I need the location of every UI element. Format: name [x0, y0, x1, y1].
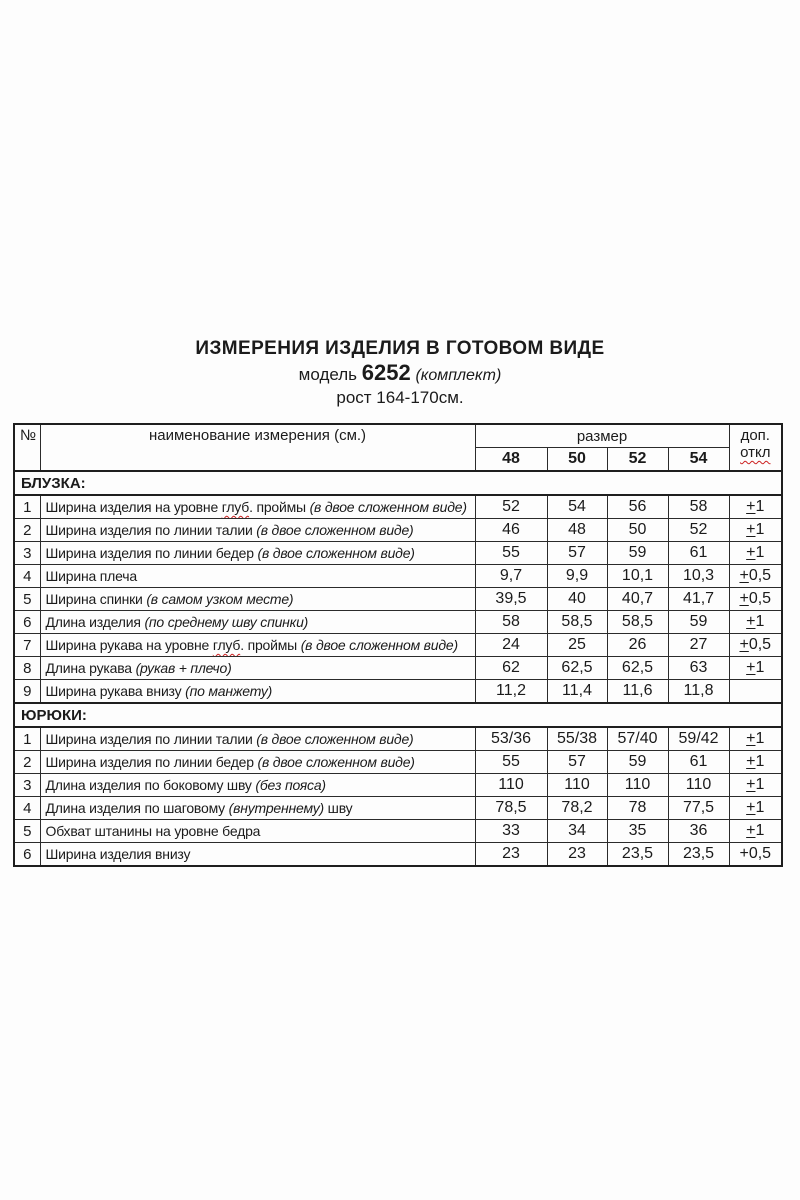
cell-size-value: 52 — [668, 519, 729, 542]
measurement-name-text: Ширина изделия по линии талии — [45, 522, 257, 538]
cell-row-number: 7 — [14, 634, 40, 657]
measurement-name-note: (в самом узком месте) — [146, 591, 294, 607]
measurement-name-note: (по манжету) — [185, 683, 273, 699]
cell-size-value: 58,5 — [607, 611, 668, 634]
cell-size-value: 55/38 — [547, 727, 607, 751]
measurement-name-note: (в двое сложенном виде) — [256, 522, 414, 538]
plus-minus-sign: + — [746, 799, 756, 816]
cell-tolerance: +0,5 — [729, 565, 782, 588]
cell-row-number: 5 — [14, 588, 40, 611]
model-line — [0, 362, 800, 387]
plus-minus-sign: + — [746, 544, 756, 561]
cell-tolerance: +0,5 — [729, 634, 782, 657]
measurement-name-text: Длина рукава — [45, 660, 136, 676]
table-row — [14, 588, 782, 611]
measurement-name-note: (рукав + плечо) — [135, 660, 232, 676]
cell-size-value: 46 — [475, 519, 547, 542]
cell-size-value: 23,5 — [668, 843, 729, 867]
cell-size-value: 78,2 — [547, 797, 607, 820]
col-header-size-48: 48 — [475, 448, 547, 472]
cell-size-value: 27 — [668, 634, 729, 657]
cell-size-value: 24 — [475, 634, 547, 657]
plus-minus-sign: + — [746, 613, 756, 630]
cell-size-value: 11,8 — [668, 680, 729, 704]
plus-minus-sign: + — [746, 498, 756, 515]
model-suffix: (комплект) — [415, 367, 502, 384]
cell-size-value: 55 — [475, 542, 547, 565]
cell-size-value: 25 — [547, 634, 607, 657]
cell-measurement-name — [40, 657, 475, 680]
plus-minus-sign: + — [746, 730, 756, 747]
measurement-name-text: Обхват штанины на уровне бедра — [45, 823, 261, 839]
cell-tolerance: +1 — [729, 797, 782, 820]
plus-minus-sign: + — [746, 776, 756, 793]
cell-size-value: 40,7 — [607, 588, 668, 611]
cell-measurement-name — [40, 542, 475, 565]
table-body — [14, 471, 782, 866]
cell-size-value: 55 — [475, 751, 547, 774]
plus-minus-sign: + — [739, 567, 749, 584]
table-row — [14, 657, 782, 680]
cell-size-value: 10,3 — [668, 565, 729, 588]
cell-size-value: 59 — [668, 611, 729, 634]
cell-size-value: 63 — [668, 657, 729, 680]
cell-measurement-name — [40, 565, 475, 588]
cell-measurement-name — [40, 680, 475, 704]
cell-size-value: 59 — [607, 751, 668, 774]
cell-size-value: 23 — [547, 843, 607, 867]
cell-size-value: 57 — [547, 751, 607, 774]
cell-size-value: 62,5 — [607, 657, 668, 680]
table-row — [14, 797, 782, 820]
cell-measurement-name — [40, 751, 475, 774]
table-row — [14, 634, 782, 657]
table-row — [14, 774, 782, 797]
cell-size-value: 10,1 — [607, 565, 668, 588]
cell-size-value: 58 — [475, 611, 547, 634]
cell-size-value: 61 — [668, 751, 729, 774]
measurement-name-text: . проймы — [249, 499, 310, 515]
plus-minus-sign: + — [746, 521, 756, 538]
measurement-name-text: Ширина изделия на уровне — [45, 499, 222, 515]
cell-size-value: 77,5 — [668, 797, 729, 820]
measurement-name-text: Ширина изделия внизу — [45, 846, 191, 862]
cell-size-value: 62 — [475, 657, 547, 680]
cell-row-number: 9 — [14, 680, 40, 704]
cell-size-value: 56 — [607, 495, 668, 519]
cell-measurement-name — [40, 843, 475, 867]
measurement-name-note: (в двое сложенном виде) — [257, 545, 415, 561]
cell-size-value: 36 — [668, 820, 729, 843]
cell-size-value: 78,5 — [475, 797, 547, 820]
cell-size-value: 23,5 — [607, 843, 668, 867]
cell-size-value: 57 — [547, 542, 607, 565]
cell-tolerance: +1 — [729, 820, 782, 843]
table-row — [14, 565, 782, 588]
cell-size-value: 23 — [475, 843, 547, 867]
cell-row-number: 3 — [14, 774, 40, 797]
measurement-name-text: Ширина плеча — [45, 568, 137, 584]
cell-size-value: 9,9 — [547, 565, 607, 588]
plus-minus-sign: + — [739, 636, 749, 653]
page-title: ИЗМЕРЕНИЯ ИЗДЕЛИЯ В ГОТОВОМ ВИДЕ — [195, 338, 605, 359]
cell-measurement-name — [40, 727, 475, 751]
cell-row-number: 1 — [14, 495, 40, 519]
table-row — [14, 820, 782, 843]
table-row — [14, 751, 782, 774]
cell-row-number: 2 — [14, 519, 40, 542]
col-header-size-52: 52 — [607, 448, 668, 472]
cell-size-value: 11,2 — [475, 680, 547, 704]
cell-tolerance: +0,5 — [729, 588, 782, 611]
cell-size-value: 53/36 — [475, 727, 547, 751]
cell-row-number: 5 — [14, 820, 40, 843]
table-row — [14, 519, 782, 542]
cell-size-value: 9,7 — [475, 565, 547, 588]
cell-tolerance: +1 — [729, 519, 782, 542]
col-header-size-50: 50 — [547, 448, 607, 472]
cell-measurement-name — [40, 797, 475, 820]
cell-size-value: 11,6 — [607, 680, 668, 704]
cell-size-value: 78 — [607, 797, 668, 820]
measurement-name-text: . проймы — [240, 637, 301, 653]
cell-tolerance: +1 — [729, 727, 782, 751]
measurement-name-text: Длина изделия — [45, 614, 145, 630]
model-number: 6252 — [361, 360, 411, 385]
cell-tolerance — [729, 680, 782, 704]
section-title-row — [14, 703, 782, 727]
cell-tolerance: +1 — [729, 657, 782, 680]
measurement-name-text: Длина изделия по боковому шву — [45, 777, 256, 793]
cell-size-value: 11,4 — [547, 680, 607, 704]
cell-row-number: 4 — [14, 565, 40, 588]
cell-row-number: 6 — [14, 843, 40, 867]
cell-row-number: 6 — [14, 611, 40, 634]
col-header-size-54: 54 — [668, 448, 729, 472]
cell-size-value: 59 — [607, 542, 668, 565]
cell-size-value: 34 — [547, 820, 607, 843]
col-header-number: № — [14, 424, 40, 471]
cell-size-value: 110 — [607, 774, 668, 797]
measurement-name-note: (в двое сложенном виде) — [257, 754, 415, 770]
plus-minus-sign: + — [746, 753, 756, 770]
cell-row-number: 3 — [14, 542, 40, 565]
cell-size-value: 35 — [607, 820, 668, 843]
measurement-name-text: Ширина спинки — [45, 591, 147, 607]
cell-size-value: 61 — [668, 542, 729, 565]
cell-row-number: 4 — [14, 797, 40, 820]
measurement-name-note: (в двое сложенном виде) — [309, 499, 467, 515]
measurement-name-note: (по среднему шву спинки) — [144, 614, 309, 630]
measurement-name-note: (внутреннему) — [228, 800, 324, 816]
cell-size-value: 57/40 — [607, 727, 668, 751]
cell-size-value: 58,5 — [547, 611, 607, 634]
cell-measurement-name — [40, 611, 475, 634]
measurement-name-text: Длина изделия по шаговому — [45, 800, 229, 816]
cell-size-value: 110 — [547, 774, 607, 797]
measurement-name-text: Ширина изделия по линии бедер — [45, 754, 258, 770]
cell-measurement-name — [40, 519, 475, 542]
model-label: модель — [298, 365, 358, 384]
cell-size-value: 40 — [547, 588, 607, 611]
tolerance-label-line2: откл — [740, 444, 771, 461]
plus-minus-sign: + — [746, 822, 756, 839]
cell-row-number: 8 — [14, 657, 40, 680]
cell-size-value: 58 — [668, 495, 729, 519]
cell-size-value: 52 — [475, 495, 547, 519]
col-header-tolerance — [729, 424, 782, 471]
plus-minus-sign: + — [746, 659, 756, 676]
cell-size-value: 110 — [475, 774, 547, 797]
measurement-name-note: (в двое сложенном виде) — [256, 731, 414, 747]
cell-measurement-name — [40, 634, 475, 657]
table-row — [14, 680, 782, 704]
cell-row-number: 1 — [14, 727, 40, 751]
measurement-name-text: шву — [323, 800, 353, 816]
cell-tolerance: +1 — [729, 751, 782, 774]
cell-size-value: 39,5 — [475, 588, 547, 611]
table-row — [14, 727, 782, 751]
cell-measurement-name — [40, 495, 475, 519]
cell-measurement-name — [40, 774, 475, 797]
header-row-top — [14, 424, 782, 448]
measurement-name-text: Ширина изделия по линии бедер — [45, 545, 258, 561]
table-header — [14, 424, 782, 471]
misspelled-word: глуб — [221, 499, 250, 515]
cell-measurement-name — [40, 820, 475, 843]
measurement-name-text: Ширина рукава внизу — [45, 683, 186, 699]
section-title-row — [14, 471, 782, 495]
table-row — [14, 843, 782, 867]
measurements-table — [13, 423, 783, 867]
cell-tolerance: +1 — [729, 495, 782, 519]
section-title: БЛУЗКА: — [14, 471, 782, 495]
cell-size-value: 62,5 — [547, 657, 607, 680]
table-row — [14, 611, 782, 634]
cell-size-value: 41,7 — [668, 588, 729, 611]
cell-size-value: 26 — [607, 634, 668, 657]
table-row — [14, 495, 782, 519]
tolerance-label-line1: доп. — [740, 427, 770, 444]
cell-size-value: 54 — [547, 495, 607, 519]
cell-tolerance: +1 — [729, 542, 782, 565]
col-header-name: наименование измерения (см.) — [40, 424, 475, 471]
measurement-name-text: Ширина рукава на уровне — [45, 637, 213, 653]
height-line: рост 164-170см. — [336, 388, 464, 407]
table-row — [14, 542, 782, 565]
measurement-name-text: Ширина изделия по линии талии — [45, 731, 257, 747]
title-block — [0, 0, 800, 409]
measurement-name-note: (в двое сложенном виде) — [300, 637, 458, 653]
cell-tolerance: +1 — [729, 611, 782, 634]
cell-size-value: 33 — [475, 820, 547, 843]
measurement-name-note: (без пояса) — [255, 777, 326, 793]
cell-tolerance: +1 — [729, 774, 782, 797]
cell-tolerance: +0,5 — [729, 843, 782, 867]
misspelled-word: глуб — [212, 637, 241, 653]
cell-size-value: 110 — [668, 774, 729, 797]
cell-row-number: 2 — [14, 751, 40, 774]
plus-minus-sign: + — [739, 590, 749, 607]
section-title: ЮРЮКИ: — [14, 703, 782, 727]
cell-size-value: 59/42 — [668, 727, 729, 751]
col-header-size-group: размер — [475, 424, 729, 448]
cell-size-value: 50 — [607, 519, 668, 542]
cell-size-value: 48 — [547, 519, 607, 542]
cell-measurement-name — [40, 588, 475, 611]
